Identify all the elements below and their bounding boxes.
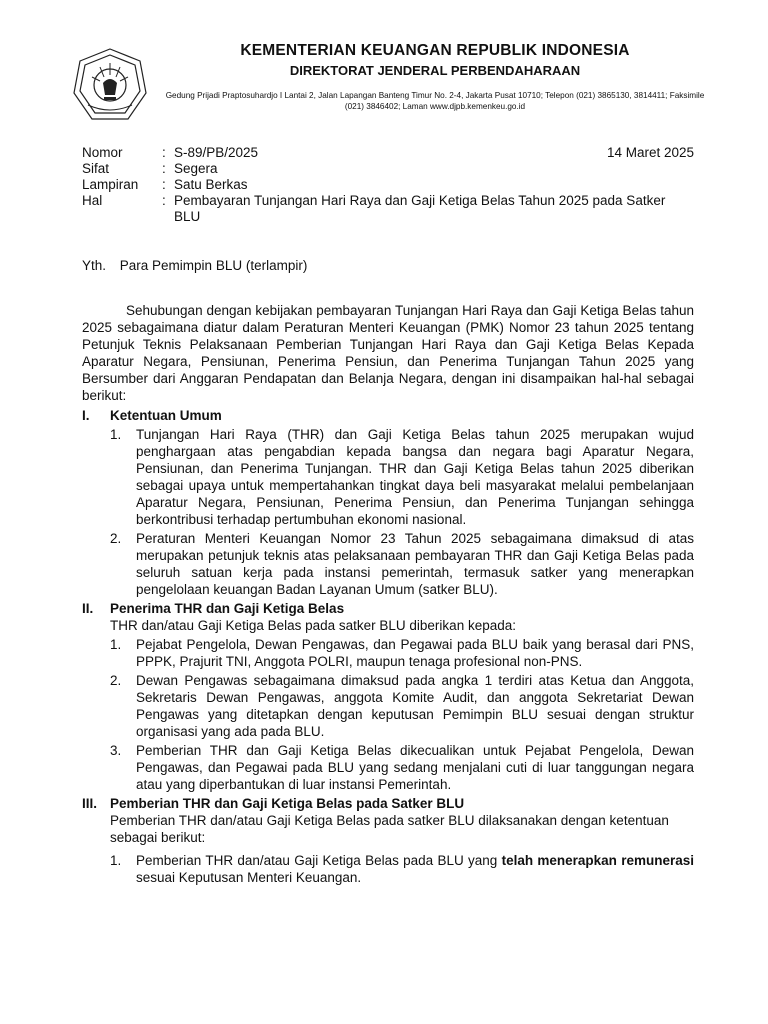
- meta-value: S-89/PB/2025: [174, 145, 259, 160]
- list-item: [110, 636, 694, 670]
- item-number: 2.: [110, 531, 122, 546]
- section-title: Pemberian THR dan Gaji Ketiga Belas pada Satker BLU: [110, 796, 465, 811]
- section-heading: [82, 795, 694, 812]
- meta-colon: :: [162, 145, 166, 160]
- item-text: Dewan Pengawas sebagaimana dimaksud pada angka 1 terdiri atas Ketua dan Anggota, Sekretaris Dewan Pengawas, anggota Komite Audit, dan anggota Sekretariat Dewan Pengawas yang ditetapkan dengan keputusan Pemimpin BLU sesuai dengan struktur organisasi yang ada pada BLU.: [136, 673, 694, 739]
- meta-label: Lampiran: [82, 177, 139, 192]
- ministry-name: KEMENTERIAN KEUANGAN REPUBLIK INDONESIA: [240, 42, 630, 59]
- intro-paragraph: Sehubungan dengan kebijakan pembayaran Tunjangan Hari Raya dan Gaji Ketiga Belas tahun 2025 sebagaimana diatur dalam Peraturan Menteri Keuangan (PMK) Nomor 23 tahun 2025 tentang Petunjuk Teknis Pelaksanaan Pemberian Tunjangan Hari Raya dan Gaji Ketiga Belas Kepada Aparatur Negara, Pensiunan, Penerima Pensiun, dan Penerima Tunjangan Tahun 2025 yang Bersumber dari Anggaran Pendapatan dan Belanja Negara, dengan ini disampaikan hal-hal sebagai berikut:: [82, 303, 694, 403]
- item-number: 2.: [110, 673, 122, 688]
- list-item: [110, 530, 694, 598]
- item-text: Tunjangan Hari Raya (THR) dan Gaji Ketiga Belas tahun 2025 merupakan wujud penghargaan atas pengabdian kepada bangsa dan negara bagi Aparatur Negara, Pensiunan, dan Penerima Tunjangan. THR dan Gaji Ketiga Belas tahun 2025 diberikan sebagai upaya untuk mempertahankan tingkat daya beli masyarakat melalui pembelanjaan Aparatur Negara, Pensiunan, Penerima Pensiun, dan Penerima Tunjangan sehingga berkontribusi terhadap pertumbuhan ekonomi nasional.: [136, 427, 694, 527]
- meta-colon: :: [162, 161, 166, 176]
- meta-label: Nomor: [82, 145, 123, 160]
- section-heading: [82, 600, 694, 617]
- item-text-post: sesuai Keputusan Menteri Keuangan.: [136, 870, 362, 885]
- recipient: [82, 258, 307, 273]
- letterhead: [70, 40, 705, 130]
- section: [82, 795, 694, 886]
- kemenkeu-emblem-icon: [70, 45, 150, 125]
- item-number: 1.: [110, 637, 122, 652]
- item-number: 1.: [110, 853, 122, 868]
- list-item: [110, 426, 694, 528]
- item-text: Pejabat Pengelola, Dewan Pengawas, dan Pegawai pada BLU baik yang berasal dari PNS, PPPK, Prajurit TNI, Anggota POLRI, maupun tenaga profesional non-PNS.: [136, 637, 694, 669]
- meta-row: [82, 193, 694, 225]
- list-item: [110, 852, 694, 886]
- item-text-pre: Pemberian THR dan/atau Gaji Ketiga Belas pada BLU yang: [136, 853, 502, 868]
- meta-value: Pembayaran Tunjangan Hari Raya dan Gaji Ketiga Belas Tahun 2025 pada Satker BLU: [174, 193, 666, 224]
- item-text: Peraturan Menteri Keuangan Nomor 23 Tahun 2025 sebagaimana dimaksud di atas merupakan petunjuk teknis atas pelaksanaan pembayaran THR dan Gaji Ketiga Belas pada seluruh satuan kerja pada instansi pemerintah, termasuk satker yang menerapkan pengelolaan keuangan Badan Layanan Umum (satker BLU).: [136, 531, 694, 597]
- section-number: I.: [82, 408, 90, 423]
- directorate-name: DIREKTORAT JENDERAL PERBENDAHARAAN: [289, 63, 581, 78]
- meta-row: [82, 177, 694, 193]
- section-number: III.: [82, 796, 98, 811]
- meta-label: Hal: [82, 193, 103, 208]
- item-text-bold: telah menerapkan remunerasi: [501, 853, 694, 868]
- recipient-name: Para Pemimpin BLU (terlampir): [119, 258, 308, 273]
- meta-label: Sifat: [82, 161, 110, 176]
- item-number: 3.: [110, 743, 122, 758]
- meta-value: Segera: [174, 161, 218, 176]
- section-intro: THR dan/atau Gaji Ketiga Belas pada satker BLU diberikan kepada:: [110, 618, 516, 633]
- meta-row: [82, 161, 694, 177]
- section-heading: [82, 407, 694, 424]
- list-item: [110, 672, 694, 740]
- meta-colon: :: [162, 177, 166, 192]
- item-text: [136, 852, 694, 886]
- section-title: Penerima THR dan Gaji Ketiga Belas: [110, 601, 345, 616]
- section-intro: Pemberian THR dan/atau Gaji Ketiga Belas pada satker BLU dilaksanakan dengan ketentuan sebagai berikut:: [110, 813, 669, 845]
- recipient-prefix: Yth.: [82, 258, 107, 273]
- list-item: [110, 742, 694, 793]
- letter-date: 14 Maret 2025: [606, 145, 694, 160]
- section: [82, 600, 694, 793]
- meta-row: [82, 145, 694, 161]
- item-text: Pemberian THR dan Gaji Ketiga Belas dikecualikan untuk Pejabat Pengelola, Dewan Pengawas, dan Pegawai pada BLU yang sedang menjalani cuti di luar tanggungan negara atau yang diperbantukan di luar instansi Pemerintah.: [136, 743, 694, 792]
- letter-body: [82, 302, 694, 886]
- meta-colon: :: [162, 193, 166, 208]
- section: [82, 407, 694, 598]
- section-title: Ketentuan Umum: [110, 408, 222, 423]
- letterhead-address: Gedung Prijadi Praptosuhardjo I Lantai 2, Jalan Lapangan Banteng Timur No. 2-4, Jakarta Pusat 10710; Telepon (021) 3865130, 3814411; Faksimile (021) 3846402; Laman www.djpb.kemenkeu.go.id: [165, 91, 705, 111]
- item-number: 1.: [110, 427, 122, 442]
- meta-value: Satu Berkas: [174, 177, 248, 192]
- letter-meta: [82, 145, 694, 225]
- section-number: II.: [82, 601, 94, 616]
